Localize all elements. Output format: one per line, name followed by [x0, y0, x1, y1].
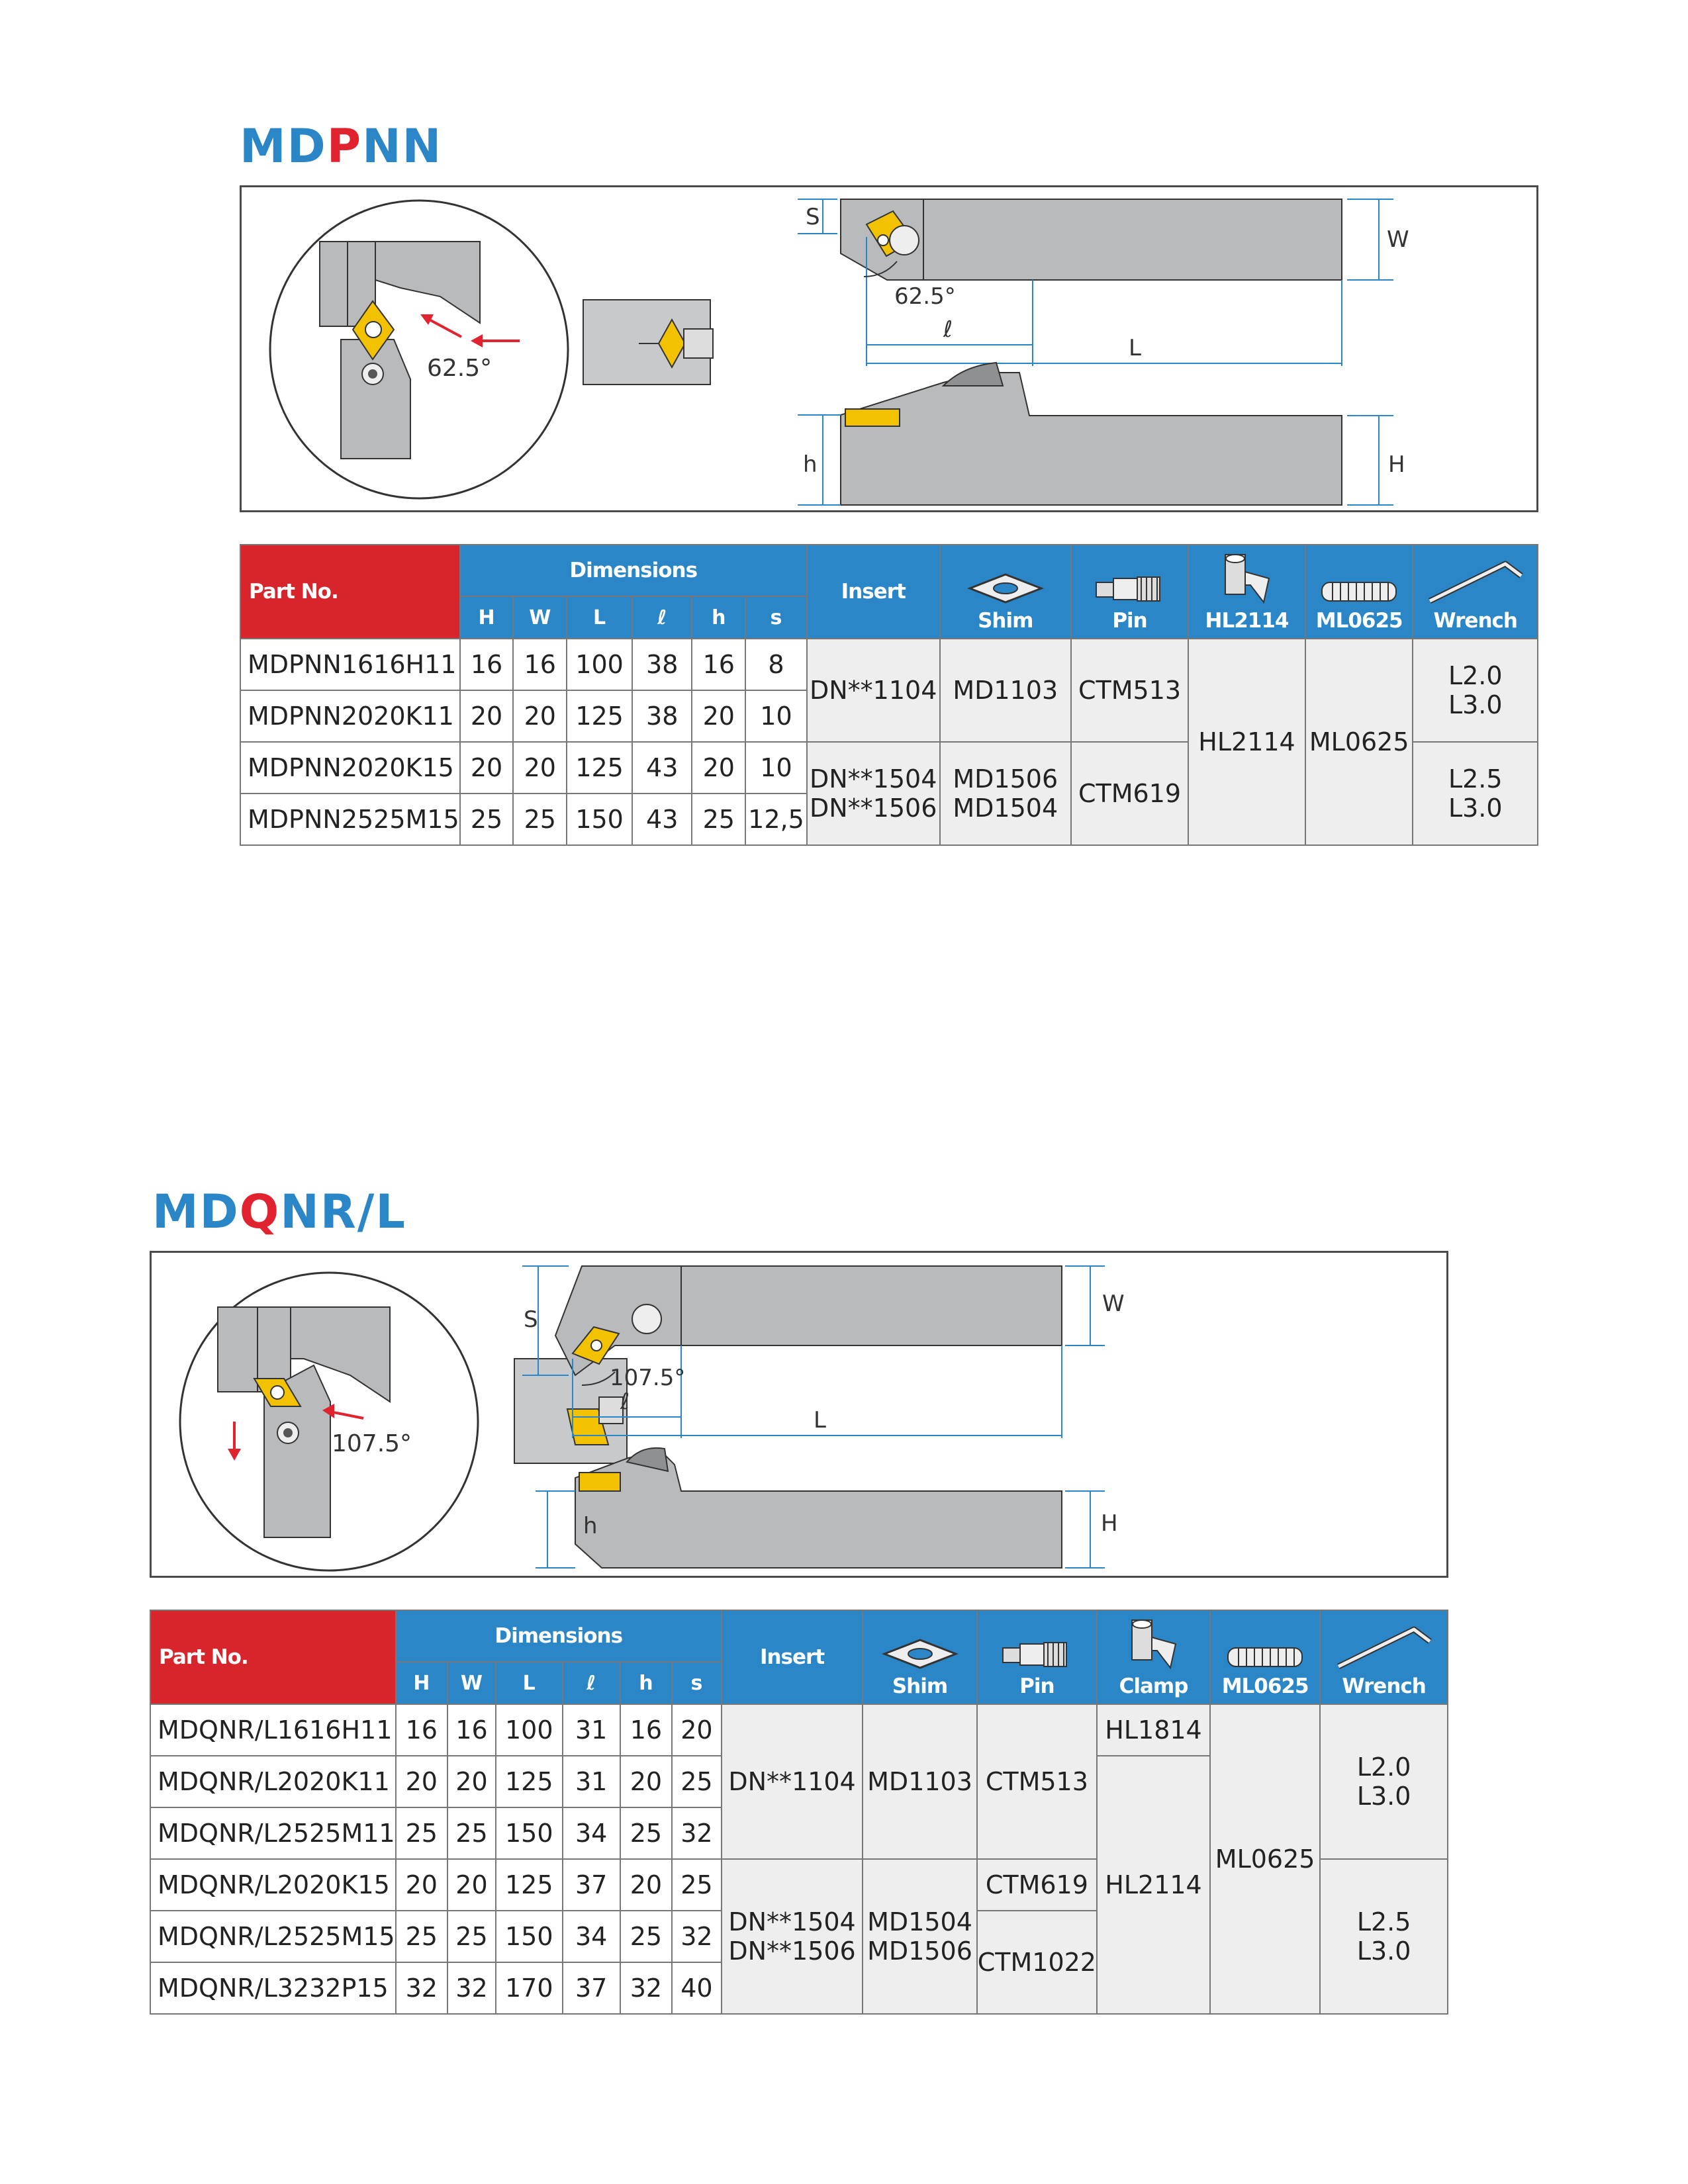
svg-text:S: S — [806, 204, 820, 230]
cutting-detail-circle — [180, 1273, 478, 1570]
tool-diagram — [240, 185, 1538, 512]
wrench-cell: L2.0 L3.0 — [1413, 639, 1538, 742]
svg-text:H: H — [1388, 451, 1405, 478]
clamp-header: Clamp — [1097, 1610, 1210, 1704]
table-row: MDQNR/L1616H11 16 16 100 31 16 20 DN**1104 MD1103 CTM513 HL1814 ML0625 L2.0 L3.0 — [150, 1704, 1448, 1756]
pin-cell: CTM513 — [977, 1704, 1097, 1859]
clamp-icon — [1124, 1617, 1184, 1670]
tool-drawing — [242, 187, 1540, 514]
svg-text:W: W — [1102, 1291, 1125, 1317]
screw-cell: ML0625 — [1305, 639, 1413, 845]
table-row: MDQNR/L2525M15 25 25 150 34 25 32 CTM1022 — [150, 1911, 1448, 1962]
wrench-cell: L2.5 L3.0 — [1413, 742, 1538, 845]
screw-icon — [1225, 1644, 1305, 1670]
wrench-cell: L2.0 L3.0 — [1320, 1704, 1448, 1859]
part-no-header: Part No. — [240, 545, 460, 639]
svg-text:h: h — [583, 1513, 598, 1539]
top-view-sketch — [583, 300, 713, 385]
screw-header: ML0625 — [1210, 1610, 1320, 1704]
insert-cell: DN**1504 DN**1506 — [807, 742, 940, 845]
svg-text:L: L — [814, 1407, 826, 1433]
insert-header: Insert — [722, 1610, 863, 1704]
shim-cell: MD1103 — [863, 1704, 976, 1859]
table-row: MDQNR/L2020K11 20 20 125 31 20 25 HL2114 — [150, 1756, 1448, 1807]
pin-header: Pin — [977, 1610, 1097, 1704]
table-row: MDPNN2525M15 25 25 150 43 25 12,5 — [240, 794, 1538, 845]
svg-text:ℓ: ℓ — [943, 316, 953, 343]
svg-text:ℓ: ℓ — [620, 1388, 630, 1415]
pin-icon — [1094, 572, 1166, 605]
insert-cell: DN**1504 DN**1506 — [722, 1859, 863, 2014]
wrench-header: Wrench — [1320, 1610, 1448, 1704]
shim-cell: MD1504 MD1506 — [863, 1859, 976, 2014]
side-view — [536, 1448, 1118, 1568]
screw-cell: ML0625 — [1210, 1704, 1320, 2014]
pin-cell: CTM619 — [977, 1859, 1097, 1911]
section-title: MDQNR/L — [152, 1185, 406, 1239]
svg-text:107.5°: 107.5° — [610, 1365, 686, 1391]
pin-cell: CTM513 — [1071, 639, 1188, 742]
clamp-cell: HL2114 — [1188, 639, 1305, 845]
svg-text:62.5°: 62.5° — [894, 283, 956, 310]
wrench-header: Wrench — [1413, 545, 1538, 639]
clamp-cell: HL1814 — [1097, 1704, 1210, 1756]
screw-icon — [1319, 578, 1399, 605]
plan-view — [798, 199, 1409, 366]
svg-text:W: W — [1387, 226, 1409, 253]
svg-text:L: L — [1129, 335, 1141, 361]
screw-header: ML0625 — [1305, 545, 1413, 639]
table-row: MDPNN2020K11 20 20 125 38 20 10 — [240, 690, 1538, 742]
shim-header: Shim — [863, 1610, 976, 1704]
specification-table: Part No. Dimensions Insert Shim Pin HL2114 ML0625 Wrench H W L ℓ h s MDPNN1616H11 16 16 100 38 16 8 DN**1104 MD1103 CTM513 HL2114 ML0625 L2.0 L3.0 MDPNN2020K11 20 20 125 38 20 10 MDPNN2020K15 20 20 125 43 20 10 DN**1504 DN**1506 MD1506 MD1504 CTM619 L2.5 L3.0 MDPNN2525M15 25 25 150 43 25 12,5 — [240, 544, 1538, 846]
part-no-header: Part No. — [150, 1610, 396, 1704]
cutting-detail-circle — [270, 201, 568, 498]
section-title: MDPNN — [240, 119, 443, 173]
insert-cell: DN**1104 — [722, 1704, 863, 1859]
shim-icon — [882, 1637, 959, 1670]
wrench-cell: L2.5 L3.0 — [1320, 1859, 1448, 2014]
shim-icon — [967, 572, 1044, 605]
table-row: MDPNN1616H11 16 16 100 38 16 8 DN**1104 MD1103 CTM513 HL2114 ML0625 L2.0 L3.0 — [240, 639, 1538, 690]
svg-text:h: h — [803, 451, 818, 478]
wrench-icon — [1335, 1624, 1434, 1670]
svg-text:S: S — [524, 1306, 538, 1333]
svg-text:H: H — [1101, 1510, 1118, 1537]
pin-header: Pin — [1071, 545, 1188, 639]
table-row: MDQNR/L3232P15 32 32 170 37 32 40 — [150, 1962, 1448, 2014]
table-row: MDQNR/L2525M11 25 25 150 34 25 32 — [150, 1807, 1448, 1859]
lead-angle-label: 107.5° — [332, 1430, 412, 1457]
clamp-cell: HL2114 — [1097, 1756, 1210, 2014]
dimensions-header: Dimensions — [396, 1610, 722, 1662]
insert-cell: DN**1104 — [807, 639, 940, 742]
shim-cell: MD1506 MD1504 — [940, 742, 1071, 845]
pin-cell: CTM619 — [1071, 742, 1188, 845]
lead-angle-label: 62.5° — [427, 355, 492, 382]
wrench-icon — [1426, 559, 1525, 605]
table-row: MDPNN2020K15 20 20 125 43 20 10 DN**1504 DN**1506 MD1506 MD1504 CTM619 L2.5 L3.0 — [240, 742, 1538, 794]
dimensions-header: Dimensions — [460, 545, 807, 596]
clamp-icon — [1217, 552, 1277, 605]
pin-icon — [1000, 1637, 1073, 1670]
table-row: MDQNR/L2020K15 20 20 125 37 20 25 DN**1504 DN**1506 MD1504 MD1506 CTM619 L2.5 L3.0 — [150, 1859, 1448, 1911]
clamp-header: HL2114 — [1188, 545, 1305, 639]
shim-header: Shim — [940, 545, 1071, 639]
specification-table: Part No. Dimensions Insert Shim Pin Clamp ML0625 Wrench H W L ℓ h s MDQNR/L1616H11 16 16 100 31 16 20 DN**1104 MD1103 CTM513 HL1814 ML0625 L2.0 L3.0 MDQNR/L2020K11 20 20 125 31 20 25 HL2114 MDQNR/L2525M11 25 25 150 34 25 32 MDQNR/L2020K15 20 20 125 37 20 25 DN**1504 DN**1506 MD1504 MD1506 CTM619 L2.5 L3.0 MDQNR/L2525M15 25 25 150 34 25 32 CTM1022 MDQNR/L3232P15 32 32 170 37 32 40 — [150, 1610, 1448, 2015]
insert-header: Insert — [807, 545, 940, 639]
tool-diagram — [150, 1251, 1448, 1578]
shim-cell: MD1103 — [940, 639, 1071, 742]
pin-cell: CTM1022 — [977, 1911, 1097, 2014]
side-view — [798, 363, 1405, 505]
tool-drawing — [152, 1253, 1450, 1580]
